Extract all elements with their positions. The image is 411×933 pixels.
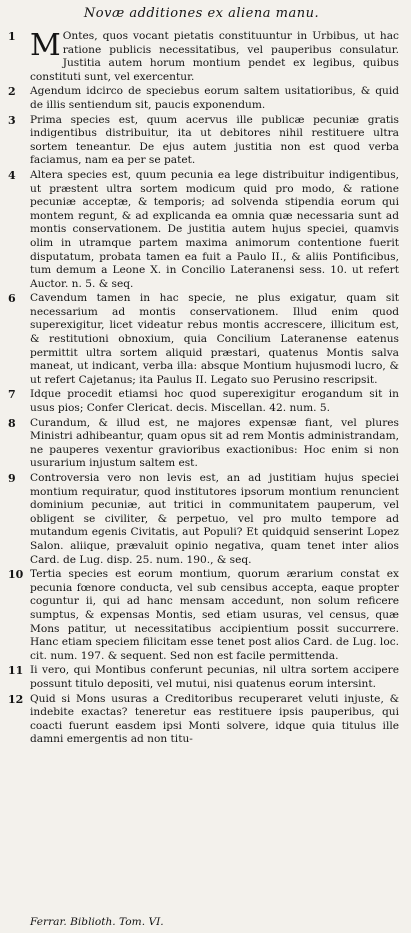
paragraph-12	[4, 693, 399, 747]
paragraph-text: Tertia species est eorum montium, quorum ærarium constat ex pecunia fœnore conducta, vel sub censibus accepta, eaque propter coguntur ii, qui ad hanc mensam accedunt, non solum reficere sumptus, & expensas Montis, sed etiam usuras, vel census, quæ Mons patitur, ut necessitatibus accipientium possit succurrere. Hanc etiam speciem filicitam esse tenet post alios Card. de Lug. loc. cit. num. 197. & sequent. Sed non est facile permittenda.	[30, 568, 399, 662]
paragraph-6	[4, 292, 399, 387]
paragraph-text: Ontes, quos vocant pietatis constituuntur in Urbibus, ut hac ratione publicis necessitatibus, vel pauperibus consulatur. Justitia autem horum montium pendet ex legibus, quibus constituti sunt, vel exercentur.	[30, 30, 399, 83]
paragraph-8	[4, 417, 399, 471]
paragraph-number: 6	[8, 292, 16, 306]
paragraph-text: Agendum idcirco de speciebus eorum saltem usitatioribus, & quid de illis sentiendum sit, paucis exponendum.	[30, 85, 399, 111]
paragraph-2	[4, 85, 399, 112]
paragraph-10	[4, 568, 399, 663]
paragraph-number: 3	[8, 113, 16, 127]
paragraph-4	[4, 169, 399, 291]
paragraph-7	[4, 388, 399, 415]
page-header: Novæ additiones ex aliena manu.	[83, 6, 320, 21]
paragraph-text: Curandum, & illud est, ne majores expensæ fiant, vel plures Ministri adhibeantur, quam opus sit ad rem Montis administrandam, ne pauperes vexentur gravioribus exactionibus: Hoc enim si non usurarium injustum saltem est.	[30, 416, 399, 470]
paragraph-text: Idque procedit etiamsi hoc quod superexigitur erogandum sit in usus pios; Confer Clericat. decis. Miscellan. 42. num. 5.	[30, 388, 399, 415]
paragraph-text: Ii vero, qui Montibus conferunt pecunias, nil ultra sortem accipere possunt titulo depositi, vel mutui, nisi quatenus eorum intersint.	[30, 664, 399, 690]
paragraph-3	[4, 114, 399, 168]
paragraph-number: 4	[8, 168, 16, 182]
paragraph-number: 1	[8, 30, 16, 43]
paragraph-number: 11	[8, 664, 24, 678]
page-footer: Ferrar. Biblioth. Tom. VI.	[30, 916, 164, 928]
paragraph-text: Quid si Mons usuras a Creditoribus recuperaret veluti injuste, & indebite exactas? teneretur eas restituere ipsis pauperibus, qui coacti fuerunt easdem ipsi Monti solvere, idque quia titulus ille damni emergentis ad non titu-	[30, 692, 399, 746]
drop-cap: M	[30, 28, 61, 63]
paragraph-9	[4, 472, 399, 567]
paragraph-text: Cavendum tamen in hac specie, ne plus exigatur, quam sit necessarium ad montis conservationem. Illud enim quod superexigitur, licet videatur rebus montis accrescere, illicitum est, & restitutioni obnoxium, quia Concilium Lateranense eatenus permittit ultra sortem aliquid præstari, quatenus Montis salva maneat, ut indicant, verba illa: absque Montium hujusmodi lucro, & ut refert Cajetanus; ita Paulus II. Legato suo Perusino rescripsit.	[30, 292, 399, 386]
paragraph-number: 9	[8, 472, 16, 485]
paragraph-11	[4, 664, 399, 691]
paragraph-text: Prima species est, quum acervus ille publicæ pecuniæ gratis indigentibus distribuitur, ita ut debitores nihil restituere ultra sortem teneantur. De ejus autem justitia non est quod verba faciamus, nam ea per se patet.	[30, 113, 399, 167]
paragraph-1	[4, 30, 399, 84]
paragraph-number: 12	[8, 692, 24, 706]
paragraph-number: 2	[8, 85, 16, 99]
paragraph-number: 8	[8, 416, 16, 430]
paragraph-number: 10	[8, 568, 24, 582]
paragraph-text: Controversia vero non levis est, an ad justitiam hujus speciei montium requiratur, quod institutores ipsorum montium renuncient dominium pecuniæ, aut tritici in communitatem pauperum, vel obligent se civiliter, & perpetuo, vel pro multo tempore ad mutandum egenis Civitatis, aut Populi? Et quidquid senserint Lopez Salon. aliique, prævaluit opinio negativa, quam tenet inter alios Card. de Lug. disp. 25. num. 190., & seq.	[30, 472, 399, 566]
paragraph-text: Altera species est, quum pecunia ea lege distribuitur indigentibus, ut præstent ultra sortem modicum quid pro modo, & ratione pecuniæ acceptæ, & temporis; ad solvenda stipendia eorum qui montem regunt, & ad explicanda ea omnia quæ necessaria sunt ad montis conservationem. De justitia autem hujus speciei, quamvis olim in utramque partem maxima animorum contentione fuerit disputatum, probata tamen ea fuit a Paulo II., & aliis Pontificibus, tum demum a Leone X. in Concilio Lateranensi sess. 10. ut refert Auctor. n. 5. & seq.	[30, 168, 399, 290]
paragraph-number: 7	[8, 388, 16, 402]
